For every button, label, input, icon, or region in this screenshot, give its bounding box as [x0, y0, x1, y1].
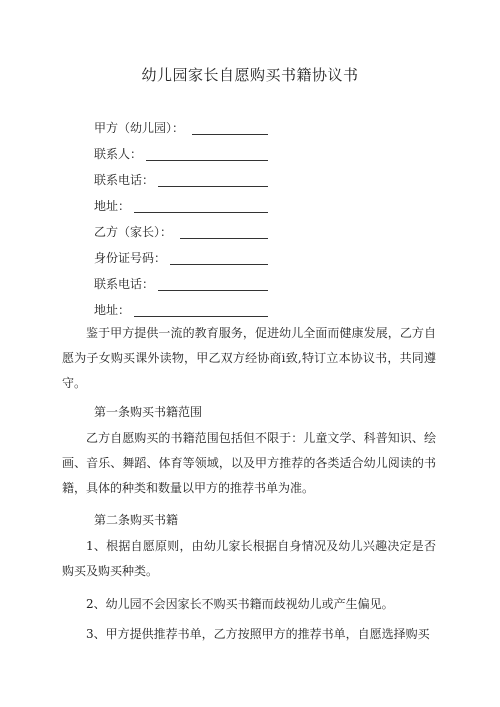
- party-a-address-label: 地址：: [94, 199, 131, 213]
- article-1-paragraph: 乙方自愿购买的书籍范围包括但不限于：儿童文学、科普知识、绘画、音乐、舞蹈、体育等领域，以及甲方推荐的各类适合幼儿阅读的书籍，具体的种类和数量以甲方的推荐书单为准。: [62, 431, 436, 495]
- intro-paragraph: 鉴于甲方提供一流的教育服务，促进幼儿全面而健康发展，乙方自愿为子女购买课外读物，甲乙双方经协商i致,特订立本协议书，共同遵守。: [62, 326, 436, 390]
- party-b-address-blank: [134, 316, 268, 317]
- article-2-item-1: 1、根据自愿原则，由幼儿家长根据自身情况及幼儿兴趣决定是否购买及购买种类。: [62, 539, 436, 578]
- party-b-phone-label: 联系电话：: [94, 277, 155, 291]
- party-a-blank: [192, 134, 268, 135]
- party-a-phone-label: 联系电话：: [94, 173, 155, 187]
- article-2-item-2: 2、幼儿园不会因家长不购买书籍而歧视幼儿或产生偏见。: [86, 597, 394, 611]
- party-b-id-label: 身份证号码：: [94, 251, 167, 265]
- party-b-address-label: 地址：: [94, 303, 131, 317]
- party-a-label: 甲方（幼儿园）：: [94, 121, 185, 135]
- party-b-blank: [180, 238, 268, 239]
- party-a-phone-blank: [158, 186, 268, 187]
- article-2-item-3: 3、甲方提供推荐书单，乙方按照甲方的推荐书单，自愿选择购买: [86, 627, 430, 641]
- party-a-contact-label: 联系人：: [94, 147, 143, 161]
- party-a-contact-blank: [146, 160, 268, 161]
- document-title: 幼儿园家长自愿购买书籍协议书: [141, 66, 359, 84]
- party-b-phone-blank: [158, 290, 268, 291]
- article-1-heading: 第一条购买书籍范围: [94, 405, 203, 419]
- article-2-heading: 第二条购买书籍: [94, 513, 179, 527]
- party-a-address-blank: [134, 212, 268, 213]
- party-b-id-blank: [170, 264, 268, 265]
- party-b-label: 乙方（家长）：: [94, 225, 173, 239]
